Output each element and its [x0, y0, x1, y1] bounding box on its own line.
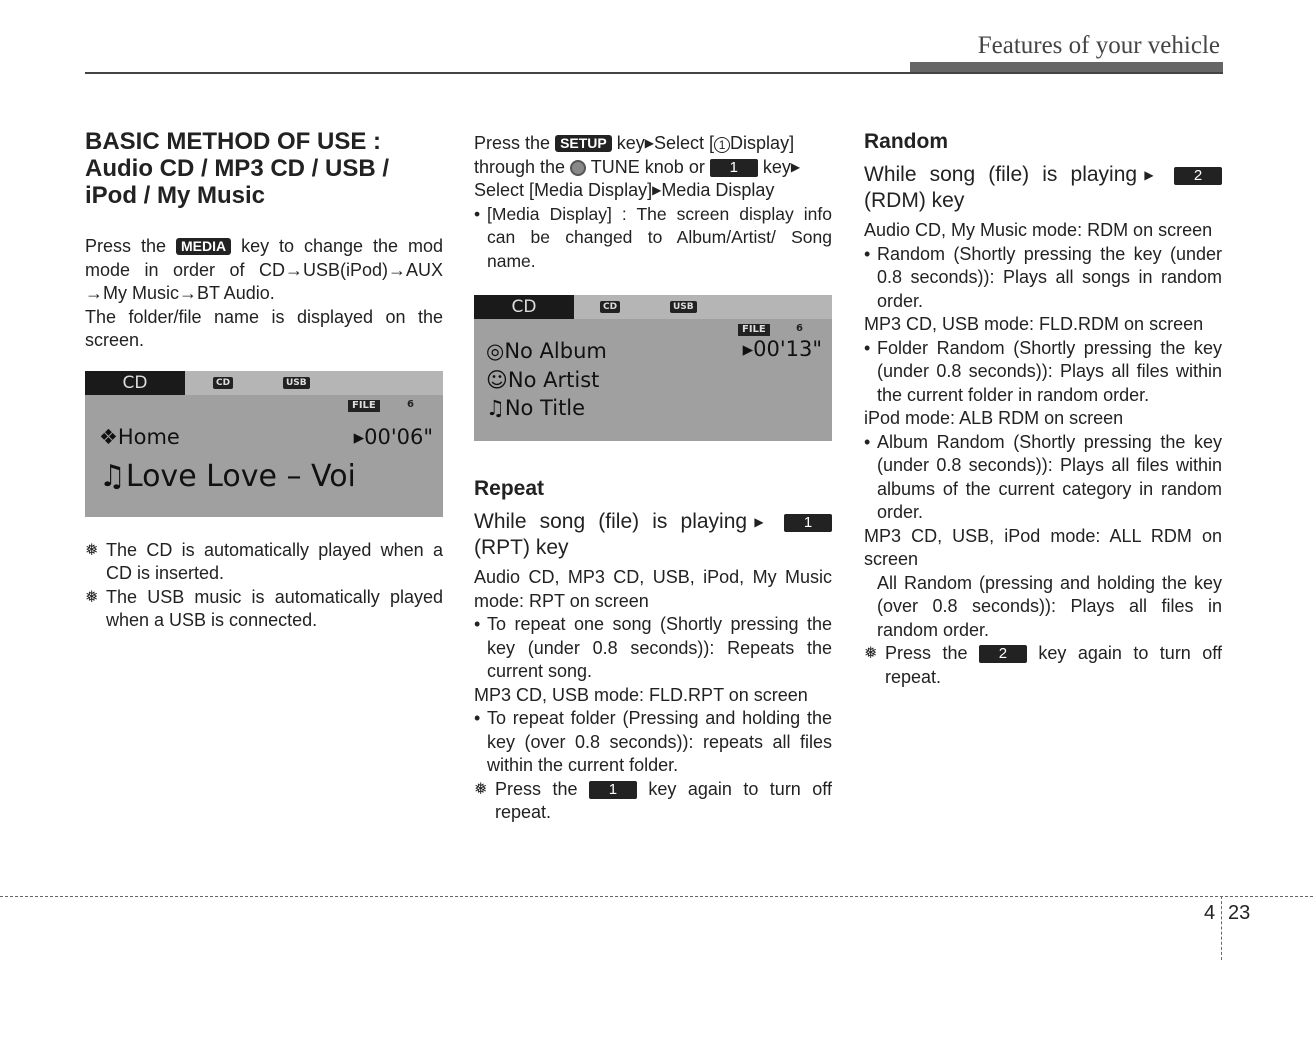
title-line: ♫No Title	[486, 396, 586, 420]
play-time: ▸00'13"	[742, 337, 822, 361]
random-heading: Random	[864, 130, 948, 153]
section-heading: BASIC METHOD OF USE : Audio CD / MP3 CD / USB / iPod / My Music	[85, 128, 390, 209]
file-badge: FILE	[348, 400, 380, 412]
tune-knob-icon	[570, 160, 586, 176]
footer-rule	[0, 896, 1313, 897]
folder-paragraph: The folder/file name is displayed on the screen.	[85, 306, 443, 350]
cd-mini-icon: CD	[600, 301, 620, 313]
key-2-badge: 2	[979, 645, 1027, 663]
repeat-heading: Repeat	[474, 477, 545, 500]
random-note: ❅ Press the 2 key again to turn off repeat.	[864, 642, 1222, 689]
media-paragraph: Press the MEDIA key to change the mod mode in order of CD→USB(iPod)→AUX →My Music→BT Audio.	[85, 236, 443, 303]
song-name: ♫Love Love – Voi	[99, 458, 356, 494]
all-random-text: All Random (pressing and holding the key (over 0.8 seconds)): Plays all files in random order.	[877, 572, 1222, 640]
cd-display-screen	[85, 371, 443, 517]
album-random-bullet: • Album Random (Shortly pressing the key (under 0.8 seconds)): Plays all files within albums of the current category in random order.	[864, 431, 1222, 525]
cd-mini-icon: CD	[213, 377, 233, 389]
key-1-badge: 1	[784, 514, 832, 532]
chapter-number: 4	[1204, 902, 1216, 924]
repeat-intro: While song (file) is playing▶ 1 (RPT) key	[474, 509, 832, 560]
media-display-bullet: • [Media Display] : The screen display info can be changed to Album/Artist/ Song name.	[474, 203, 832, 274]
arrow-right-icon: ▶	[747, 515, 771, 529]
repeat-note: ❅ Press the 1 key again to turn off repeat.	[474, 778, 832, 825]
arrow-right-icon: ▶	[790, 159, 801, 174]
setup-paragraph: Press the SETUP key▶Select [ 1 Display] through the TUNE knob or 1 key▶ Select [Media Display]▶Media Display	[474, 133, 801, 200]
media-key-badge: MEDIA	[176, 238, 231, 255]
random-mode-3: iPod mode: ALB RDM on screen	[864, 408, 1124, 428]
key-1-badge: 1	[710, 159, 758, 177]
random-mode-4: MP3 CD, USB, iPod mode: ALL RDM on screen	[864, 525, 1222, 569]
column-left	[85, 128, 443, 633]
column-middle	[474, 132, 832, 825]
header-bar	[910, 62, 1223, 72]
file-number: 6	[407, 398, 414, 410]
file-badge: FILE	[738, 324, 770, 336]
file-number: 6	[796, 323, 803, 334]
column-right	[864, 130, 1222, 689]
arrow-right-icon: ▶	[644, 136, 655, 150]
note-cd: ❅ The CD is automatically played when a CD is inserted.	[85, 539, 443, 586]
note-usb: ❅ The USB music is automatically played when a USB is connected.	[85, 586, 443, 633]
folder-random-bullet: • Folder Random (Shortly pressing the key (under 0.8 seconds)): Plays all files within the current folder in random order.	[864, 337, 1222, 408]
circled-one-icon: 1	[714, 137, 730, 153]
arrow-right-icon: ▶	[652, 183, 662, 197]
repeat-folder-bullet: • To repeat folder (Pressing and holding the key (over 0.8 seconds)): repeats all files within the current folder.	[474, 707, 832, 778]
folder-name: ❖Home	[99, 424, 180, 449]
page-separator	[1221, 896, 1222, 960]
usb-mini-icon: USB	[283, 377, 310, 389]
repeat-mode-1: Audio CD, MP3 CD, USB, iPod, My Music mode: RPT on screen	[474, 567, 832, 611]
screen-tab-cd: CD	[474, 295, 574, 319]
artist-line: ☺No Artist	[486, 368, 600, 392]
random-intro: While song (file) is playing▶ 2 (RDM) key	[864, 162, 1222, 213]
random-bullet: • Random (Shortly pressing the key (under 0.8 seconds)): Plays all songs in random order.	[864, 243, 1222, 314]
cd-info-display-screen	[474, 295, 832, 441]
random-mode-2: MP3 CD, USB mode: FLD.RDM on screen	[864, 314, 1204, 334]
repeat-mode-2: MP3 CD, USB mode: FLD.RPT on screen	[474, 684, 808, 705]
album-line: ◎No Album	[486, 339, 607, 363]
key-1-badge: 1	[589, 781, 637, 799]
random-mode-1: Audio CD, My Music mode: RDM on screen	[864, 220, 1213, 240]
play-time: ▸00'06"	[353, 424, 433, 449]
page-header-title: Features of your vehicle	[977, 32, 1220, 59]
setup-key-badge: SETUP	[555, 135, 612, 152]
page-number: 23	[1228, 902, 1251, 924]
header-rule	[85, 72, 1223, 74]
key-2-badge: 2	[1174, 167, 1222, 185]
usb-mini-icon: USB	[670, 301, 697, 313]
repeat-one-bullet: • To repeat one song (Shortly pressing the key (under 0.8 seconds)): Repeats the current song.	[474, 613, 832, 684]
arrow-right-icon: ▶	[1137, 168, 1161, 182]
screen-tab-cd: CD	[85, 371, 185, 395]
